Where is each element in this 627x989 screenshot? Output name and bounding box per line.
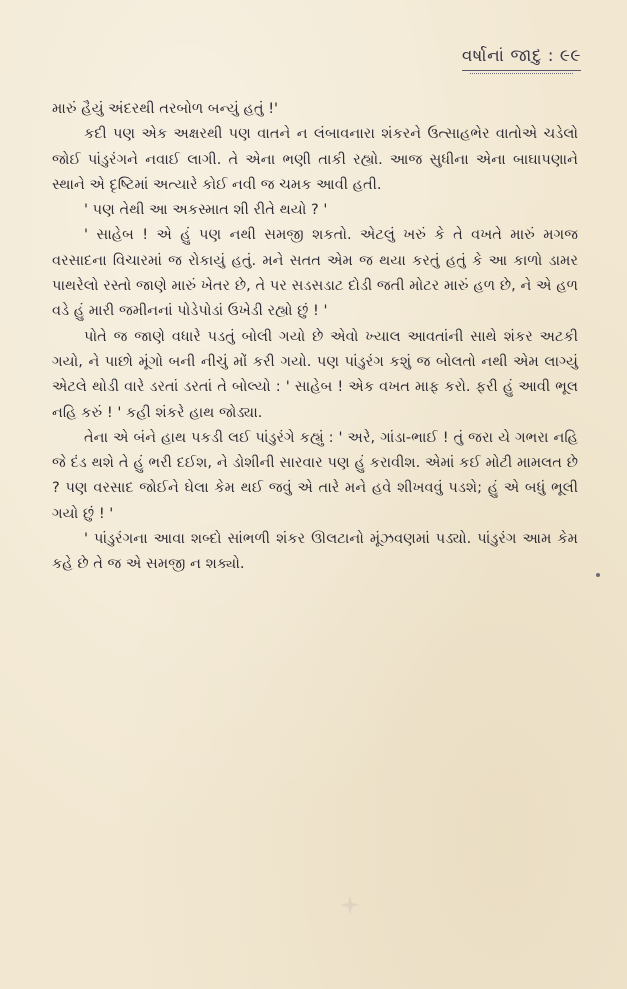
running-header: [462, 46, 581, 77]
paragraph-2: કદી પણ એક અક્ષરથી પણ વાતને ન લંબાવનારા શંકરને ઉત્સાહભેર વાતોએ ચડેલો જોઈ પાંડુરંગને નવાઈ લાગી. તે એના ભણી તાકી રહ્યો. આજ સુધીના એના બાઘાપણાને સ્થાને એ દૃષ્ટિમાં અત્યારે કોઈ નવી જ ચમક આવી હતી.: [52, 125, 578, 193]
running-title: વર્ષાનાં જાદુ : ૯૯: [461, 46, 581, 66]
paper-speck: [596, 573, 600, 577]
header-rule: [462, 70, 581, 77]
paragraph-7: ' પાંડુરંગના આવા શબ્દો સાંભળી શંકર ઊલટાનો મૂંઝવણમાં પડ્યો. પાંડુરંગ આમ કેમ કહે છે તે જ એ સમજી ન શક્યો.: [52, 530, 578, 573]
paragraph-3: ' પણ તેથી આ અકસ્માત શી રીતે થયો ? ': [84, 201, 328, 219]
paragraph-1: મારું હૈયું અંદરથી તરબોળ બન્યું હતું !': [52, 100, 279, 117]
paragraph-6: તેના એ બંને હાથ પકડી લઈ પાંડુરંગે કહ્યું : ' અરે, ગાંડા-ભાઈ ! તું જરા યે ગભરા નહિ જે દંડ થશે તે હું ભરી દઈશ, ને ડોશીની સારવાર પણ હું કરાવીશ. એમાં કઈ મોટી મામલત છે ? પણ વરસાદ જોઈને ઘેલા કેમ થઈ જવું એ તારે મને હવે શીખવવું પડશે; હું એ બધું ભૂલી ગયો છું ! ': [52, 428, 578, 522]
body-text: [52, 96, 578, 577]
paragraph-5: પોતે જ જાણે વધારે પડતું બોલી ગયો છે એવો ખ્યાલ આવતાંની સાથે શંકર અટકી ગયો, ને પાછો મૂંગો બની નીચું મોં કરી ગયો. પણ પાંડુરંગ કશું જ બોલતો નથી એમ લાગ્યું એટલે થોડી વારે ડરતાં ડરતાં તે બોલ્યો : ' સાહેબ ! એક વખત માફ કરો. ફરી હું આવી ભૂલ નહિ કરું ! ' કહી શંકરે હાથ જોડ્યા.: [52, 327, 578, 421]
printer-ornament-icon: [338, 893, 362, 917]
paragraph-4: ' સાહેબ ! એ હું પણ નથી સમજી શકતો. એટલું ખરું કે તે વખતે મારું મગજ વરસાદના વિચારમાં જ રોકાયું હતું. મને સતત એમ જ થયા કરતું હતું કે આ કાળો ડામર પાથરેલો રસ્તો જાણે મારું ખેતર છે, તે પર સડસડાટ દોડી જતી મોટર મારું હળ છે, ને એ હળ વડે હું મારી જમીનનાં પોડેપોડાં ઉખેડી રહ્યો છું ! ': [52, 226, 578, 320]
